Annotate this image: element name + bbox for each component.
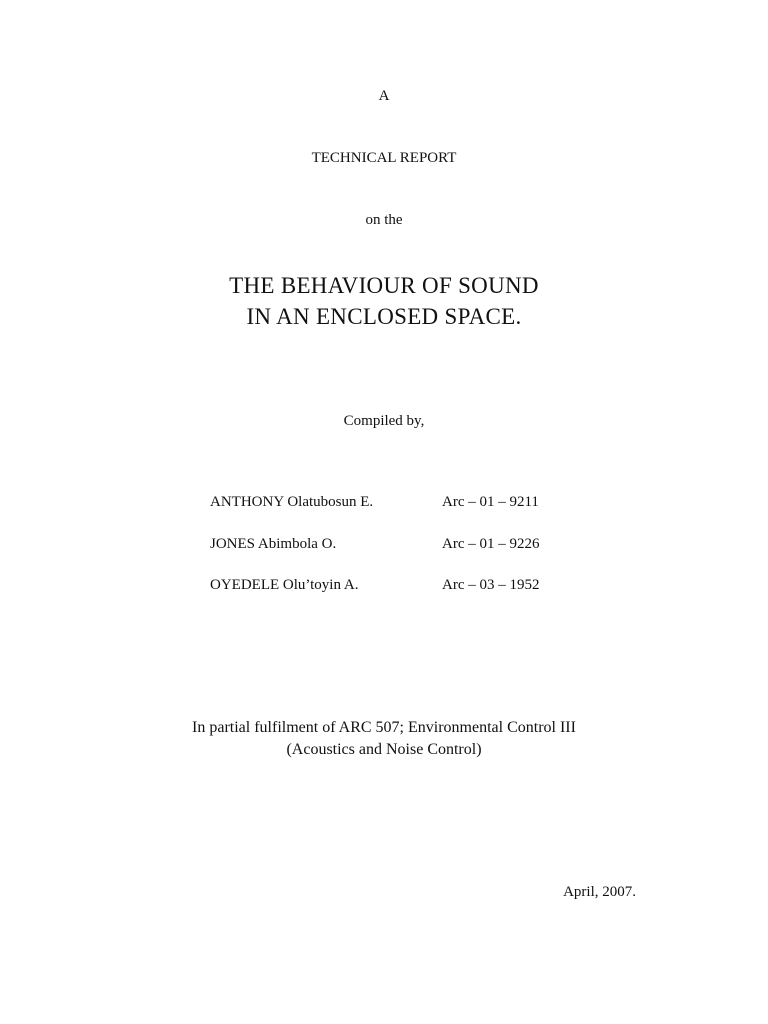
author-code: Arc – 01 – 9211 [442, 494, 539, 510]
compiled-by-label: Compiled by, [343, 413, 425, 429]
report-title-line-1: THE BEHAVIOUR OF SOUND [229, 273, 539, 298]
report-date: April, 2007. [563, 884, 636, 900]
header-preposition: on the [365, 212, 403, 228]
author-row [210, 494, 610, 514]
fulfilment-line-2: (Acoustics and Noise Control) [286, 741, 482, 758]
author-row [210, 536, 610, 556]
report-title-line-2: IN AN ENCLOSED SPACE. [246, 304, 522, 329]
author-name: JONES Abimbola O. [210, 536, 337, 552]
author-code: Arc – 01 – 9226 [442, 536, 540, 552]
author-code: Arc – 03 – 1952 [442, 577, 540, 593]
report-type: TECHNICAL REPORT [311, 150, 457, 166]
author-name: ANTHONY Olatubosun E. [210, 494, 374, 510]
fulfilment-line-1: In partial fulfilment of ARC 507; Environmental Control III [192, 719, 576, 736]
header-article: A [378, 88, 390, 104]
author-row [210, 577, 610, 597]
author-name: OYEDELE Olu’toyin A. [210, 577, 359, 593]
